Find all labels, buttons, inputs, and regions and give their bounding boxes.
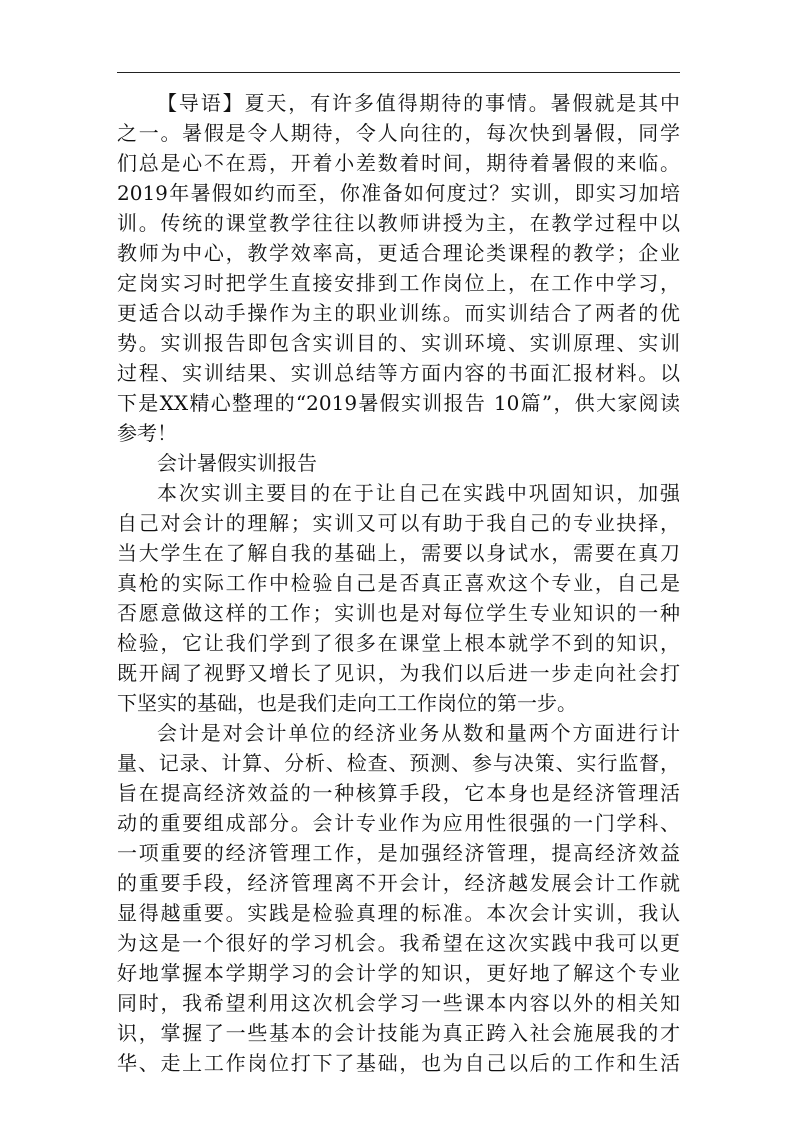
intro-line: 训。传统的课堂教学往往以教师讲授为主，在教学过程中以	[117, 211, 680, 235]
paragraph-line: 好地掌握本学期学习的会计学的知识，更好地了解这个专业	[117, 961, 680, 985]
paragraph-line: 量、记录、计算、分析、检查、预测、参与决策、实行监督，	[117, 751, 680, 775]
paragraph-line: 一项重要的经济管理工作，是加强经济管理，提高经济效益	[117, 841, 680, 865]
intro-line: 定岗实习时把学生直接安排到工作岗位上，在工作中学习，	[117, 271, 680, 295]
paragraph-line: 本次实训主要目的在于让自己在实践中巩固知识，加强	[157, 481, 680, 505]
intro-line: 更适合以动手操作为主的职业训练。而实训结合了两者的优	[117, 301, 680, 325]
paragraph-line: 为这是一个很好的学习机会。我希望在这次实践中我可以更	[117, 931, 680, 955]
intro-line: 参考！	[117, 421, 177, 445]
paragraph-line: 同时，我希望利用这次机会学习一些课本内容以外的相关知	[117, 991, 680, 1015]
paragraph-line: 真枪的实际工作中检验自己是否真正喜欢这个专业，自己是	[117, 571, 680, 595]
paragraph-line: 否愿意做这样的工作；实训也是对每位学生专业知识的一种	[117, 601, 680, 625]
intro-line: 【导语】夏天，有许多值得期待的事情。暑假就是其中	[157, 91, 680, 115]
section-title: 会计暑假实训报告	[157, 451, 317, 475]
intro-line: 们总是心不在焉，开着小差数着时间，期待着暑假的来临。	[117, 151, 680, 175]
paragraph-line: 动的重要组成部分。会计专业作为应用性很强的一门学科、	[117, 811, 680, 835]
intro-line: 过程、实训结果、实训总结等方面内容的书面汇报材料。以	[117, 361, 680, 385]
paragraph-line: 显得越重要。实践是检验真理的标准。本次会计实训，我认	[117, 901, 680, 925]
document-body	[117, 88, 680, 1078]
paragraph-line: 会计是对会计单位的经济业务从数和量两个方面进行计	[157, 721, 680, 745]
intro-line: 下是XX精心整理的“2019暑假实训报告 10篇”，供大家阅读	[117, 391, 680, 415]
intro-line: 2019年暑假如约而至，你准备如何度过？实训，即实习加培	[117, 181, 680, 205]
paragraph-line: 华、走上工作岗位打下了基础，也为自己以后的工作和生活	[117, 1051, 680, 1075]
paragraph-line: 当大学生在了解自我的基础上，需要以身试水，需要在真刀	[117, 541, 680, 565]
paragraph-line: 识，掌握了一些基本的会计技能为真正跨入社会施展我的才	[117, 1021, 680, 1045]
intro-line: 之一。暑假是令人期待，令人向往的，每次快到暑假，同学	[117, 121, 680, 145]
header-rule	[117, 72, 680, 73]
paragraph-line: 旨在提高经济效益的一种核算手段，它本身也是经济管理活	[117, 781, 680, 805]
paragraph-line: 自己对会计的理解；实训又可以有助于我自己的专业抉择，	[117, 511, 680, 535]
paragraph-line: 既开阔了视野又增长了见识，为我们以后进一步走向社会打	[117, 661, 680, 685]
paragraph-line: 检验，它让我们学到了很多在课堂上根本就学不到的知识，	[117, 631, 680, 655]
paragraph-line: 下坚实的基础，也是我们走向工工作岗位的第一步。	[117, 691, 577, 715]
intro-line: 教师为中心，教学效率高，更适合理论类课程的教学；企业	[117, 241, 680, 265]
paragraph-line: 的重要手段，经济管理离不开会计，经济越发展会计工作就	[117, 871, 680, 895]
intro-line: 势。实训报告即包含实训目的、实训环境、实训原理、实训	[117, 331, 680, 355]
